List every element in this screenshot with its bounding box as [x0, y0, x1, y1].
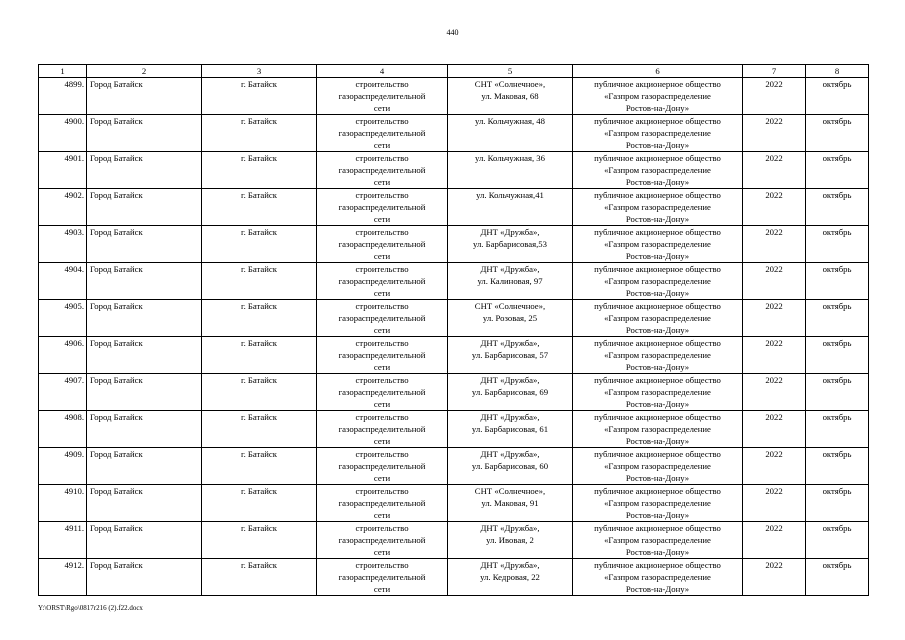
work-type-cell-line: строительство — [355, 264, 409, 274]
city-cell: г. Батайск — [202, 189, 317, 226]
table-row — [39, 300, 869, 337]
work-type-cell-line: строительство — [355, 375, 409, 385]
month-cell: октябрь — [806, 485, 869, 522]
organization-cell-line: публичное акционерное общество — [594, 338, 721, 348]
address-cell — [448, 411, 573, 448]
work-type-cell-line: газораспределительной — [338, 387, 426, 397]
table-row — [39, 189, 869, 226]
address-cell — [448, 189, 573, 226]
organization-cell-line: «Газпром газораспределение — [604, 91, 711, 101]
organization-cell-line: Ростов-на-Дону» — [625, 288, 690, 298]
organization-cell-line: Ростов-на-Дону» — [625, 584, 690, 594]
organization-cell — [573, 337, 743, 374]
organization-cell-line: публичное акционерное общество — [594, 116, 721, 126]
month-cell: октябрь — [806, 374, 869, 411]
table-row — [39, 337, 869, 374]
work-type-cell-line: газораспределительной — [338, 461, 426, 471]
month-cell: октябрь — [806, 78, 869, 115]
month-cell: октябрь — [806, 263, 869, 300]
address-cell-line: ул. Маковая, 68 — [481, 91, 539, 101]
work-type-cell-line: газораспределительной — [338, 239, 426, 249]
organization-cell-line: публичное акционерное общество — [594, 449, 721, 459]
organization-cell-line: публичное акционерное общество — [594, 301, 721, 311]
month-cell: октябрь — [806, 226, 869, 263]
year-cell: 2022 — [743, 78, 806, 115]
address-cell — [448, 78, 573, 115]
month-cell: октябрь — [806, 115, 869, 152]
address-cell-line: ДНТ «Дружба», — [480, 375, 540, 385]
city-cell: г. Батайск — [202, 485, 317, 522]
organization-cell-line: Ростов-на-Дону» — [625, 177, 690, 187]
work-type-cell-line: газораспределительной — [338, 535, 426, 545]
organization-cell-line: публичное акционерное общество — [594, 153, 721, 163]
address-cell-line: ул. Барбарисовая, 61 — [471, 424, 549, 434]
organization-cell-line: «Газпром газораспределение — [604, 461, 711, 471]
district-cell: Город Батайск — [87, 485, 202, 522]
work-type-cell — [317, 300, 448, 337]
city-cell: г. Батайск — [202, 226, 317, 263]
city-cell: г. Батайск — [202, 337, 317, 374]
district-cell: Город Батайск — [87, 522, 202, 559]
organization-cell-line: «Газпром газораспределение — [604, 572, 711, 582]
header-row — [39, 65, 869, 78]
month-cell: октябрь — [806, 411, 869, 448]
table-row — [39, 411, 869, 448]
organization-cell-line: публичное акционерное общество — [594, 227, 721, 237]
city-cell: г. Батайск — [202, 448, 317, 485]
work-type-cell-line: строительство — [355, 190, 409, 200]
organization-cell-line: «Газпром газораспределение — [604, 498, 711, 508]
row-number-cell: 4899. — [39, 78, 87, 115]
district-cell: Город Батайск — [87, 300, 202, 337]
address-cell-line: ул. Маковая, 91 — [481, 498, 539, 508]
address-cell-line: ул. Барбарисовая,53 — [473, 239, 547, 249]
table-row — [39, 115, 869, 152]
work-type-cell-line: сети — [373, 140, 391, 150]
work-type-cell-line: строительство — [355, 153, 409, 163]
work-type-cell-line: газораспределительной — [338, 91, 426, 101]
page-number: 440 — [446, 28, 459, 37]
city-cell: г. Батайск — [202, 374, 317, 411]
organization-cell-line: публичное акционерное общество — [594, 560, 721, 570]
city-cell: г. Батайск — [202, 411, 317, 448]
organization-cell-line: Ростов-на-Дону» — [625, 103, 690, 113]
work-type-cell — [317, 115, 448, 152]
table-row — [39, 522, 869, 559]
work-type-cell — [317, 152, 448, 189]
work-type-cell-line: строительство — [355, 116, 409, 126]
district-cell: Город Батайск — [87, 78, 202, 115]
work-type-cell-line: сети — [373, 103, 391, 113]
city-cell: г. Батайск — [202, 78, 317, 115]
work-type-cell-line: газораспределительной — [338, 276, 426, 286]
work-type-cell — [317, 337, 448, 374]
work-type-cell — [317, 522, 448, 559]
organization-cell-line: Ростов-на-Дону» — [625, 399, 690, 409]
work-type-cell-line: сети — [373, 399, 391, 409]
address-cell-line: ул. Кольчужная,41 — [476, 190, 544, 200]
district-cell: Город Батайск — [87, 337, 202, 374]
district-cell: Город Батайск — [87, 152, 202, 189]
year-cell: 2022 — [743, 559, 806, 596]
row-number-cell: 4900. — [39, 115, 87, 152]
year-cell: 2022 — [743, 300, 806, 337]
work-type-cell-line: газораспределительной — [338, 572, 426, 582]
address-cell-line: ул. Ивовая, 2 — [486, 535, 534, 545]
address-cell-line: ДНТ «Дружба», — [480, 449, 540, 459]
year-cell: 2022 — [743, 226, 806, 263]
organization-cell — [573, 115, 743, 152]
organization-cell-line: «Газпром газораспределение — [604, 202, 711, 212]
year-cell: 2022 — [743, 374, 806, 411]
row-number-cell: 4902. — [39, 189, 87, 226]
year-cell: 2022 — [743, 263, 806, 300]
organization-cell-line: Ростов-на-Дону» — [625, 436, 690, 446]
organization-cell — [573, 263, 743, 300]
address-cell — [448, 226, 573, 263]
organization-cell-line: «Газпром газораспределение — [604, 313, 711, 323]
organization-cell-line: «Газпром газораспределение — [604, 165, 711, 175]
organization-cell-line: «Газпром газораспределение — [604, 535, 711, 545]
address-cell-line: ДНТ «Дружба», — [480, 412, 540, 422]
row-number-cell: 4910. — [39, 485, 87, 522]
address-cell — [448, 337, 573, 374]
address-cell — [448, 300, 573, 337]
work-type-cell-line: сети — [373, 584, 391, 594]
organization-cell-line: Ростов-на-Дону» — [625, 251, 690, 261]
row-number-cell: 4904. — [39, 263, 87, 300]
organization-cell — [573, 300, 743, 337]
address-cell — [448, 263, 573, 300]
work-type-cell-line: газораспределительной — [338, 498, 426, 508]
organization-cell-line: Ростов-на-Дону» — [625, 362, 690, 372]
work-type-cell-line: строительство — [355, 412, 409, 422]
work-type-cell-line: строительство — [355, 79, 409, 89]
work-type-cell-line: строительство — [355, 227, 409, 237]
year-cell: 2022 — [743, 522, 806, 559]
organization-cell-line: «Газпром газораспределение — [604, 387, 711, 397]
row-number-cell: 4906. — [39, 337, 87, 374]
month-cell: октябрь — [806, 152, 869, 189]
district-cell: Город Батайск — [87, 115, 202, 152]
district-cell: Город Батайск — [87, 559, 202, 596]
address-cell-line: ДНТ «Дружба», — [480, 560, 540, 570]
work-type-cell — [317, 226, 448, 263]
work-type-cell-line: строительство — [355, 560, 409, 570]
organization-cell-line: «Газпром газораспределение — [604, 128, 711, 138]
year-cell: 2022 — [743, 485, 806, 522]
month-cell: октябрь — [806, 337, 869, 374]
organization-cell-line: публичное акционерное общество — [594, 264, 721, 274]
header-cell: 7 — [743, 65, 806, 78]
address-cell-line: ул. Кольчужная, 48 — [475, 116, 545, 126]
table-row — [39, 152, 869, 189]
header-cell: 1 — [39, 65, 87, 78]
work-type-cell-line: сети — [373, 325, 391, 335]
organization-cell — [573, 374, 743, 411]
district-cell: Город Батайск — [87, 189, 202, 226]
address-cell-line: ДНТ «Дружба», — [480, 338, 540, 348]
work-type-cell-line: строительство — [355, 301, 409, 311]
row-number-cell: 4909. — [39, 448, 87, 485]
organization-cell-line: «Газпром газораспределение — [604, 276, 711, 286]
year-cell: 2022 — [743, 448, 806, 485]
district-cell: Город Батайск — [87, 448, 202, 485]
year-cell: 2022 — [743, 189, 806, 226]
address-cell-line: ул. Барбарисовая, 60 — [471, 461, 549, 471]
organization-cell-line: публичное акционерное общество — [594, 412, 721, 422]
work-type-cell-line: сети — [373, 251, 391, 261]
work-type-cell-line: строительство — [355, 523, 409, 533]
city-cell: г. Батайск — [202, 115, 317, 152]
address-cell-line: ул. Кольчужная, 36 — [475, 153, 545, 163]
organization-cell-line: Ростов-на-Дону» — [625, 510, 690, 520]
work-type-cell-line: газораспределительной — [338, 165, 426, 175]
organization-cell — [573, 152, 743, 189]
organization-cell — [573, 411, 743, 448]
organization-cell-line: Ростов-на-Дону» — [625, 547, 690, 557]
address-cell — [448, 448, 573, 485]
work-type-cell-line: сети — [373, 288, 391, 298]
address-cell — [448, 152, 573, 189]
header-cell: 3 — [202, 65, 317, 78]
row-number-cell: 4907. — [39, 374, 87, 411]
work-type-cell — [317, 485, 448, 522]
work-type-cell — [317, 411, 448, 448]
organization-cell-line: публичное акционерное общество — [594, 79, 721, 89]
address-cell-line: ДНТ «Дружба», — [480, 523, 540, 533]
work-type-cell-line: газораспределительной — [338, 128, 426, 138]
organization-cell-line: «Газпром газораспределение — [604, 239, 711, 249]
row-number-cell: 4912. — [39, 559, 87, 596]
address-cell-line: ул. Барбарисовая, 69 — [471, 387, 549, 397]
work-type-cell — [317, 559, 448, 596]
row-number-cell: 4903. — [39, 226, 87, 263]
organization-cell-line: Ростов-на-Дону» — [625, 473, 690, 483]
organization-cell — [573, 559, 743, 596]
organization-cell — [573, 485, 743, 522]
table-row — [39, 559, 869, 596]
year-cell: 2022 — [743, 411, 806, 448]
work-type-cell-line: строительство — [355, 449, 409, 459]
organization-cell-line: публичное акционерное общество — [594, 190, 721, 200]
organization-cell-line: публичное акционерное общество — [594, 523, 721, 533]
table-row — [39, 78, 869, 115]
month-cell: октябрь — [806, 300, 869, 337]
work-type-cell-line: сети — [373, 547, 391, 557]
address-cell — [448, 522, 573, 559]
work-type-cell-line: сети — [373, 214, 391, 224]
work-type-cell-line: сети — [373, 473, 391, 483]
organization-cell-line: публичное акционерное общество — [594, 486, 721, 496]
city-cell: г. Батайск — [202, 263, 317, 300]
city-cell: г. Батайск — [202, 522, 317, 559]
row-number-cell: 4901. — [39, 152, 87, 189]
address-cell-line: СНТ «Солнечное», — [474, 486, 546, 496]
organization-cell-line: Ростов-на-Дону» — [625, 325, 690, 335]
work-type-cell-line: сети — [373, 177, 391, 187]
row-number-cell: 4908. — [39, 411, 87, 448]
city-cell: г. Батайск — [202, 559, 317, 596]
work-type-cell — [317, 78, 448, 115]
address-cell-line: СНТ «Солнечное», — [474, 301, 546, 311]
city-cell: г. Батайск — [202, 152, 317, 189]
register-table-container — [38, 64, 868, 596]
header-cell: 2 — [87, 65, 202, 78]
work-type-cell — [317, 374, 448, 411]
address-cell-line: СНТ «Солнечное», — [474, 79, 546, 89]
table-row — [39, 485, 869, 522]
table-row — [39, 374, 869, 411]
file-path-footer: Y:\ORST\Rgo\0817r216 (2).f22.docx — [38, 604, 143, 612]
organization-cell — [573, 226, 743, 263]
address-cell-line: ДНТ «Дружба», — [480, 264, 540, 274]
organization-cell — [573, 522, 743, 559]
address-cell — [448, 485, 573, 522]
header-cell: 5 — [448, 65, 573, 78]
work-type-cell-line: сети — [373, 436, 391, 446]
address-cell-line: ул. Розовая, 25 — [482, 313, 538, 323]
year-cell: 2022 — [743, 337, 806, 374]
work-type-cell-line: газораспределительной — [338, 202, 426, 212]
year-cell: 2022 — [743, 152, 806, 189]
table-body — [39, 78, 869, 596]
header-cell: 4 — [317, 65, 448, 78]
organization-cell-line: публичное акционерное общество — [594, 375, 721, 385]
address-cell — [448, 115, 573, 152]
year-cell: 2022 — [743, 115, 806, 152]
month-cell: октябрь — [806, 448, 869, 485]
table-row — [39, 226, 869, 263]
district-cell: Город Батайск — [87, 226, 202, 263]
organization-cell-line: «Газпром газораспределение — [604, 350, 711, 360]
month-cell: октябрь — [806, 522, 869, 559]
organization-cell-line: Ростов-на-Дону» — [625, 140, 690, 150]
row-number-cell: 4905. — [39, 300, 87, 337]
work-type-cell-line: газораспределительной — [338, 424, 426, 434]
header-cell: 6 — [573, 65, 743, 78]
organization-cell-line: Ростов-на-Дону» — [625, 214, 690, 224]
district-cell: Город Батайск — [87, 263, 202, 300]
city-cell: г. Батайск — [202, 300, 317, 337]
header-cell: 8 — [806, 65, 869, 78]
work-type-cell — [317, 448, 448, 485]
month-cell: октябрь — [806, 189, 869, 226]
work-type-cell — [317, 189, 448, 226]
address-cell-line: ДНТ «Дружба», — [480, 227, 540, 237]
address-cell — [448, 374, 573, 411]
organization-cell-line: «Газпром газораспределение — [604, 424, 711, 434]
table-row — [39, 448, 869, 485]
register-table — [38, 64, 869, 596]
table-row — [39, 263, 869, 300]
work-type-cell-line: сети — [373, 362, 391, 372]
organization-cell — [573, 448, 743, 485]
row-number-cell: 4911. — [39, 522, 87, 559]
work-type-cell-line: газораспределительной — [338, 313, 426, 323]
month-cell: октябрь — [806, 559, 869, 596]
address-cell-line: ул. Кедровая, 22 — [480, 572, 540, 582]
work-type-cell — [317, 263, 448, 300]
work-type-cell-line: строительство — [355, 486, 409, 496]
organization-cell — [573, 189, 743, 226]
address-cell-line: ул. Калиновая, 97 — [477, 276, 543, 286]
work-type-cell-line: сети — [373, 510, 391, 520]
organization-cell — [573, 78, 743, 115]
district-cell: Город Батайск — [87, 411, 202, 448]
address-cell-line: ул. Барбарисовая, 57 — [471, 350, 549, 360]
address-cell — [448, 559, 573, 596]
district-cell: Город Батайск — [87, 374, 202, 411]
work-type-cell-line: строительство — [355, 338, 409, 348]
work-type-cell-line: газораспределительной — [338, 350, 426, 360]
